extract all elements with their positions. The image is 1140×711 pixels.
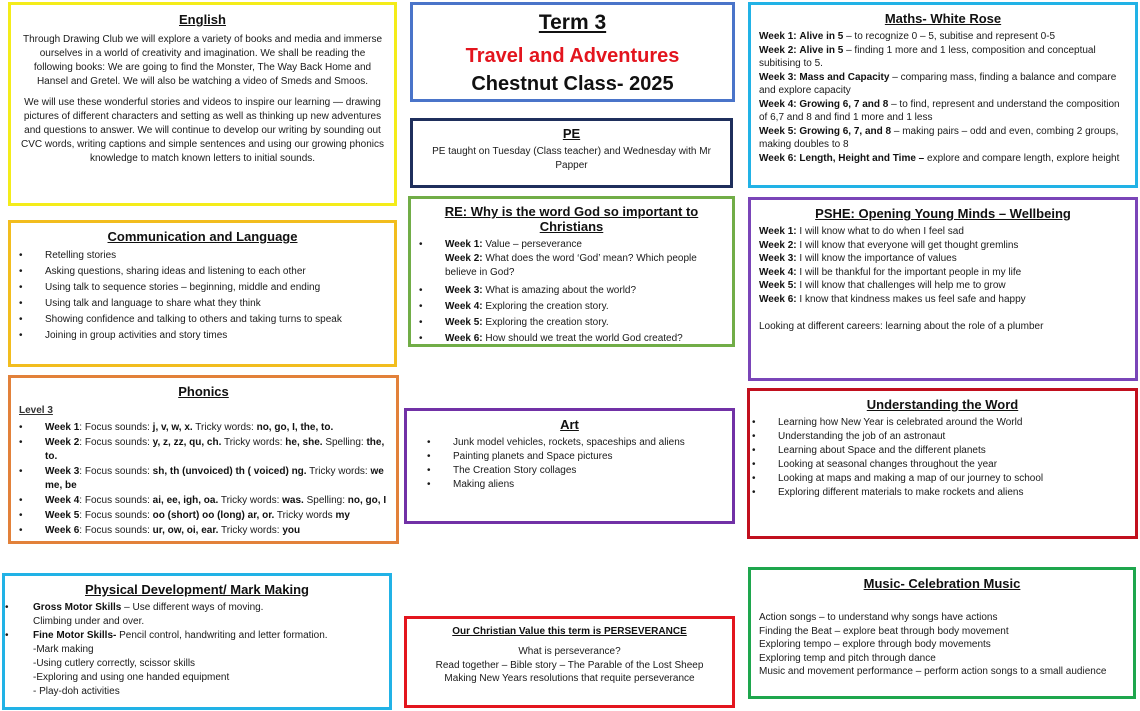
phonics-segment: Week 6 [45, 525, 80, 536]
pe-text: PE taught on Tuesday (Class teacher) and Wednesday with Mr Papper [432, 146, 711, 171]
re-week-text: What is amazing about the world? [482, 285, 637, 296]
term-title: Term 3 [538, 11, 607, 34]
maths-week-text: – to find, represent and understand the composition of 6,7 and 8 and find 1 more and 1 less [759, 98, 1120, 123]
pe-title: PE [562, 126, 581, 141]
english-title: English [179, 12, 226, 27]
christian-line-2: Read together – Bible story – The Parable of the Lost Sheep [435, 659, 704, 671]
maths-week-label: Week 6: [759, 152, 797, 164]
phonics-segment: : Focus sounds: [79, 466, 153, 477]
maths-week-topic: Growing 6, 7 and 8 [799, 98, 889, 110]
phonics-segment: no, go, I, the, to. [256, 422, 334, 433]
physical-fine-item [19, 629, 381, 699]
maths-week-text: – finding 1 more and 1 less, composition and conceptual subitising to 5. [759, 44, 1096, 69]
music-line: Music and movement performance – perform action songs to a small audience [759, 666, 1107, 677]
pshe-week-item [759, 266, 1127, 280]
maths-week-text: explore and compare length, explore height [924, 152, 1120, 164]
art-panel [404, 408, 735, 524]
class-title: Chestnut Class- 2025 [471, 73, 674, 95]
maths-week-text: – comparing mass, finding a balance and compare and explore capacity [759, 71, 1117, 96]
understanding-item: • Looking at maps and making a map of our journey to school [766, 472, 1127, 486]
pshe-week-item [759, 279, 1127, 293]
gross-line2: Climbing under and over. [33, 616, 145, 627]
phonics-segment: Tricky words: [221, 437, 286, 448]
maths-week-item [759, 125, 1127, 152]
maths-list [759, 30, 1127, 165]
phonics-segment: Tricky words: [218, 495, 283, 506]
phonics-week-item [33, 465, 388, 493]
maths-week-item [759, 30, 1127, 44]
re-week-label: Week 1: [445, 239, 483, 250]
re-week-item [433, 315, 724, 331]
communication-item: • Retelling stories [33, 248, 386, 264]
art-item: • Making aliens [441, 478, 722, 492]
pshe-title: PSHE: Opening Young Minds – Wellbeing [815, 206, 1071, 221]
phonics-segment: y, z, zz, qu, ch. [152, 437, 222, 448]
art-item: • Junk model vehicles, rockets, spaceships and aliens [441, 436, 722, 450]
maths-week-label: Week 4: [759, 98, 797, 110]
phonics-segment: Spelling: [303, 495, 348, 506]
fine-line-4: - Play-doh activities [33, 686, 120, 697]
pshe-week-text: I know that kindness makes us feel safe and happy [796, 293, 1026, 305]
pshe-week-text: I will know what to do when I feel sad [796, 226, 964, 237]
fine-line-3: -Exploring and using one handed equipment [33, 672, 230, 683]
pshe-week-item [759, 252, 1127, 266]
maths-week-topic: Length, Height and Time – [799, 152, 925, 164]
maths-title: Maths- White Rose [884, 11, 1002, 26]
re-week-item [433, 283, 724, 299]
phonics-segment: my [335, 510, 350, 521]
re-panel [408, 196, 735, 347]
communication-item: • Showing confidence and talking to others and taking turns to speak [33, 312, 386, 328]
re-week-item [433, 252, 724, 280]
phonics-segment: : Focus sounds: [79, 510, 153, 521]
pshe-week-item [759, 225, 1127, 239]
re-list [419, 238, 724, 347]
pshe-week-item [759, 239, 1127, 253]
re-week-label: Week 6: [445, 333, 483, 344]
re-week-item [433, 238, 724, 252]
christian-line-3: Making New Years resolutions that requite perseverance [444, 673, 695, 684]
english-paragraph-1: Through Drawing Club we will explore a variety of books and media and immerse ourselves in a world of creativity and imagination. We shall be reading the following books: We are going to find the Monster, The Way Back Home and Hansel and Gretel. We will also be watching a video of Smeds and Smoos. [22, 34, 383, 87]
fine-line-1: -Mark making [33, 644, 94, 655]
understanding-item: • Understanding the job of an astronaut [766, 430, 1127, 444]
re-week-item [433, 331, 724, 347]
re-week-label: Week 4: [445, 301, 483, 312]
understanding-item: • Exploring different materials to make rockets and aliens [766, 486, 1127, 500]
physical-panel [2, 573, 392, 710]
phonics-week-item [33, 509, 388, 523]
christian-line-1: What is perseverance? [518, 646, 621, 657]
english-body [21, 33, 384, 166]
phonics-segment: : Focus sounds: [79, 495, 153, 506]
phonics-list [19, 421, 388, 538]
phonics-week-item [33, 421, 388, 435]
music-line: Action songs – to understand why songs have actions [759, 612, 998, 623]
phonics-segment: he, she. [285, 437, 323, 448]
re-title: RE: Why is the word God so important to Christians [444, 204, 699, 234]
art-list [417, 436, 722, 492]
understanding-list [758, 416, 1127, 500]
topic-title: Travel and Adventures [465, 45, 680, 67]
maths-week-topic: Growing 6, 7, and 8 [799, 125, 892, 137]
phonics-segment: : Focus sounds: [79, 422, 153, 433]
communication-item: • Asking questions, sharing ideas and listening to each other [33, 264, 386, 280]
re-week-text: Value – perseverance [482, 239, 582, 250]
phonics-segment: Week 1 [45, 422, 80, 433]
communication-list [19, 248, 386, 344]
pshe-week-text: I will know the importance of values [796, 253, 957, 264]
term-header-panel [410, 2, 735, 102]
communication-item: • Using talk and language to share what they think [33, 296, 386, 312]
art-item: • The Creation Story collages [441, 464, 722, 478]
phonics-segment: no, go, I [347, 495, 387, 506]
phonics-title: Phonics [178, 384, 229, 399]
re-week-label: Week 2: [445, 253, 483, 264]
english-panel [8, 2, 397, 206]
understanding-panel [747, 388, 1138, 539]
christian-value-title: Our Christian Value this term is PERSEVERANCE [452, 626, 687, 637]
maths-week-label: Week 5: [759, 125, 797, 137]
understanding-title: Understanding the Word [866, 397, 1019, 412]
phonics-segment: Week 3 [45, 466, 80, 477]
maths-panel [748, 2, 1138, 188]
art-title: Art [560, 417, 579, 432]
phonics-level: Level 3 [19, 405, 53, 416]
communication-title: Communication and Language [107, 229, 298, 244]
phonics-segment: the, to. [45, 437, 385, 462]
physical-gross-item [19, 601, 381, 629]
phonics-week-item [33, 494, 388, 508]
phonics-segment: Week 4 [45, 495, 80, 506]
communication-item: • Joining in group activities and story times [33, 328, 386, 344]
gross-label: Gross Motor Skills [33, 602, 122, 613]
phonics-segment: Tricky words: [218, 525, 283, 536]
maths-week-item [759, 44, 1127, 71]
music-list [759, 611, 1125, 679]
maths-week-text: – making pairs – odd and even, combing 2 groups, making doubles to 8 [759, 125, 1119, 150]
maths-week-item [759, 152, 1127, 166]
maths-week-text: – to recognize 0 – 5, subitise and represent 0-5 [843, 31, 1056, 42]
phonics-segment: Tricky words: [306, 466, 371, 477]
pshe-panel [748, 197, 1138, 381]
phonics-week-item [33, 524, 388, 538]
phonics-week-item [33, 436, 388, 464]
re-week-item [433, 299, 724, 315]
re-week-text: Exploring the creation story. [482, 317, 609, 328]
re-week-label: Week 3: [445, 285, 483, 296]
pshe-week-text: I will know that challenges will help me to grow [796, 280, 1006, 291]
pshe-list [759, 225, 1127, 306]
music-panel [748, 567, 1136, 699]
music-line: Exploring temp and pitch through dance [759, 652, 936, 664]
pshe-week-label: Week 2: [759, 239, 797, 251]
music-title: Music- Celebration Music [863, 576, 1021, 591]
phonics-segment: Week 2 [45, 437, 80, 448]
maths-week-label: Week 2: [759, 44, 797, 56]
maths-week-topic: Alive in 5 [799, 31, 844, 42]
pshe-week-label: Week 5: [759, 280, 797, 291]
phonics-segment: oo (short) oo (long) ar, or. [152, 510, 275, 521]
music-line: Finding the Beat – explore beat through body movement [759, 625, 1009, 637]
maths-week-item [759, 98, 1127, 125]
re-week-text: Exploring the creation story. [482, 301, 609, 312]
re-week-text: What does the word ‘God’ mean? Which people believe in God? [445, 253, 697, 278]
re-week-text: How should we treat the world God created? [482, 333, 683, 344]
pshe-week-text: I will be thankful for the important people in my life [796, 266, 1022, 278]
english-paragraph-2: We will use these wonderful stories and videos to inspire our learning — drawing pictures of different characters and setting as well as thinking up new adventures and questions to answer. We will continue to develop our writing by sounding out CVC words, writing captions and simple sentences and using our growing phonics knowledge to match known letters to initial sounds. [21, 97, 384, 164]
pshe-week-label: Week 6: [759, 293, 797, 305]
pe-panel [410, 118, 733, 188]
phonics-panel [8, 375, 399, 544]
understanding-item: • Learning how New Year is celebrated around the World [766, 416, 1127, 430]
pshe-week-label: Week 4: [759, 266, 797, 278]
physical-list [13, 601, 381, 699]
fine-label: Fine Motor Skills- [33, 630, 117, 641]
understanding-item: • Looking at seasonal changes throughout the year [766, 458, 1127, 472]
music-line: Exploring tempo – explore through body movements [759, 639, 991, 650]
phonics-segment: j, v, w, x. [152, 422, 193, 433]
pshe-week-item [759, 293, 1127, 307]
phonics-segment: ai, ee, igh, oa. [152, 495, 219, 506]
pshe-week-label: Week 3: [759, 253, 797, 264]
pshe-careers: Looking at different careers: learning about the role of a plumber [759, 321, 1044, 332]
phonics-segment: ur, ow, oi, ear. [152, 525, 219, 536]
maths-week-topic: Mass and Capacity [799, 71, 890, 83]
gross-text: – Use different ways of moving. [121, 602, 264, 613]
phonics-segment: we me, be [45, 466, 384, 491]
phonics-segment: : Focus sounds: [79, 525, 153, 536]
maths-week-topic: Alive in 5 [799, 44, 844, 56]
phonics-segment: was. [282, 495, 304, 506]
pshe-week-text: I will know that everyone will get thought gremlins [796, 239, 1019, 251]
re-week-label: Week 5: [445, 317, 483, 328]
fine-text: Pencil control, handwriting and letter formation. [116, 630, 328, 641]
maths-week-item [759, 71, 1127, 98]
phonics-segment: Week 5 [45, 510, 80, 521]
maths-week-label: Week 1: [759, 31, 797, 42]
art-item: • Painting planets and Space pictures [441, 450, 722, 464]
communication-panel [8, 220, 397, 367]
phonics-segment: : Focus sounds: [79, 437, 153, 448]
pshe-week-label: Week 1: [759, 226, 797, 237]
fine-line-2: -Using cutlery correctly, scissor skills [33, 658, 196, 669]
phonics-segment: Tricky words [274, 510, 336, 521]
maths-week-label: Week 3: [759, 71, 797, 83]
physical-title: Physical Development/ Mark Making [85, 582, 309, 597]
phonics-segment: you [282, 525, 301, 536]
phonics-segment: Spelling: [322, 437, 367, 448]
phonics-segment: sh, th (unvoiced) th ( voiced) ng. [152, 466, 307, 477]
christian-value-panel [404, 616, 735, 708]
understanding-item: • Learning about Space and the different planets [766, 444, 1127, 458]
phonics-segment: Tricky words: [192, 422, 257, 433]
communication-item: • Using talk to sequence stories – beginning, middle and ending [33, 280, 386, 296]
